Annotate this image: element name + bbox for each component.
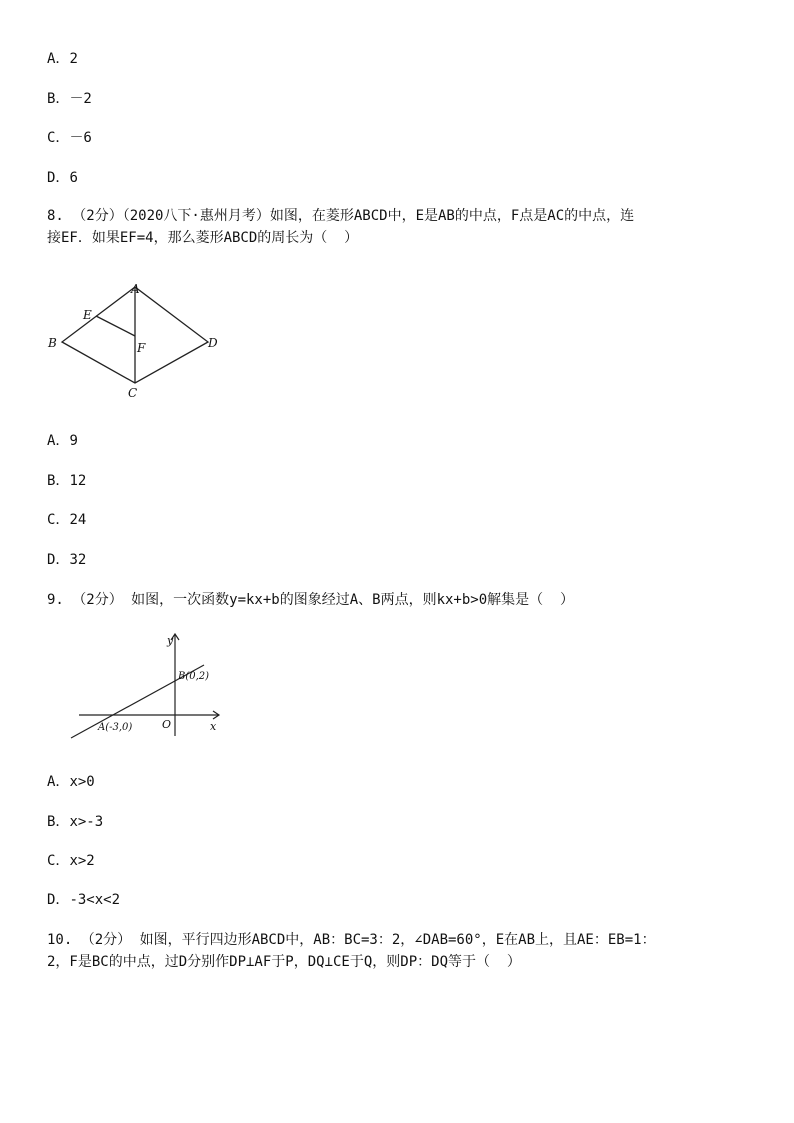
option-text: 12 — [69, 473, 87, 489]
q9-stem: 9. （2分） 如图，一次函数y=kx+b的图象经过A、B两点，则kx+b>0解集是（ ） — [47, 592, 575, 608]
label-b: B — [48, 336, 57, 350]
q9-option-b[interactable] — [47, 812, 103, 832]
q8-stem-line2: 接EF．如果EF=4，那么菱形ABCD的周长为（ ） — [47, 230, 359, 246]
option-text: x>2 — [69, 853, 95, 869]
rhombus-figure — [40, 278, 230, 403]
q10-stem-line2: 2，F是BC的中点，过D分别作DP⊥AF于P，DQ⊥CE于Q，则DP：DQ等于（ ） — [47, 954, 521, 970]
q8-option-a[interactable] — [47, 431, 78, 451]
option-label: A． — [47, 51, 70, 67]
label-f: F — [137, 341, 146, 355]
segment-ef — [96, 316, 135, 336]
option-text: -3<x<2 — [69, 892, 121, 908]
q9-option-c[interactable] — [47, 851, 95, 871]
option-label: D． — [47, 552, 70, 568]
option-text: 6 — [69, 170, 78, 186]
option-label: C． — [47, 130, 70, 146]
q7-option-a[interactable] — [47, 49, 78, 69]
q9-option-a[interactable] — [47, 772, 95, 792]
q10-stem-line1: 10. （2分） 如图，平行四边形ABCD中，AB：BC=3：2，∠DAB=60°，E在AB上，且AE：EB=1： — [47, 932, 656, 948]
q7-option-d[interactable] — [47, 168, 78, 188]
option-text: －6 — [69, 130, 92, 146]
option-text: 24 — [69, 512, 87, 528]
option-text: x>0 — [69, 774, 95, 790]
label-a: A — [131, 282, 140, 296]
option-text: 9 — [69, 433, 78, 449]
option-label: A． — [47, 433, 70, 449]
label-origin: O — [162, 718, 172, 731]
q8-stem-line1: 8. （2分）（2020八下·惠州月考）如图，在菱形ABCD中，E是AB的中点，F点是AC的中点，连 — [47, 208, 635, 224]
option-text: 2 — [69, 51, 78, 67]
option-label: A． — [47, 774, 70, 790]
option-label: D． — [47, 170, 70, 186]
label-y: y — [167, 634, 174, 647]
q8-option-c[interactable] — [47, 510, 86, 530]
label-c: C — [128, 386, 138, 400]
option-label: C． — [47, 512, 70, 528]
label-d: D — [208, 336, 218, 350]
option-label: B． — [47, 814, 70, 830]
q8-option-d[interactable] — [47, 550, 86, 570]
option-label: B． — [47, 473, 70, 489]
q7-option-c[interactable] — [47, 128, 92, 148]
q7-option-b[interactable] — [47, 89, 92, 109]
label-point-b: B(0,2) — [178, 671, 210, 682]
option-label: D． — [47, 892, 70, 908]
option-text: 32 — [69, 552, 87, 568]
option-text: x>-3 — [69, 814, 104, 830]
label-x: x — [210, 720, 217, 733]
linear-function-graph — [64, 630, 224, 742]
q9-option-d[interactable] — [47, 890, 120, 910]
option-text: －2 — [69, 91, 92, 107]
option-label: B． — [47, 91, 70, 107]
q8-option-b[interactable] — [47, 471, 86, 491]
option-label: C． — [47, 853, 70, 869]
label-point-a: A(-3,0) — [98, 722, 133, 733]
label-e: E — [83, 308, 92, 322]
